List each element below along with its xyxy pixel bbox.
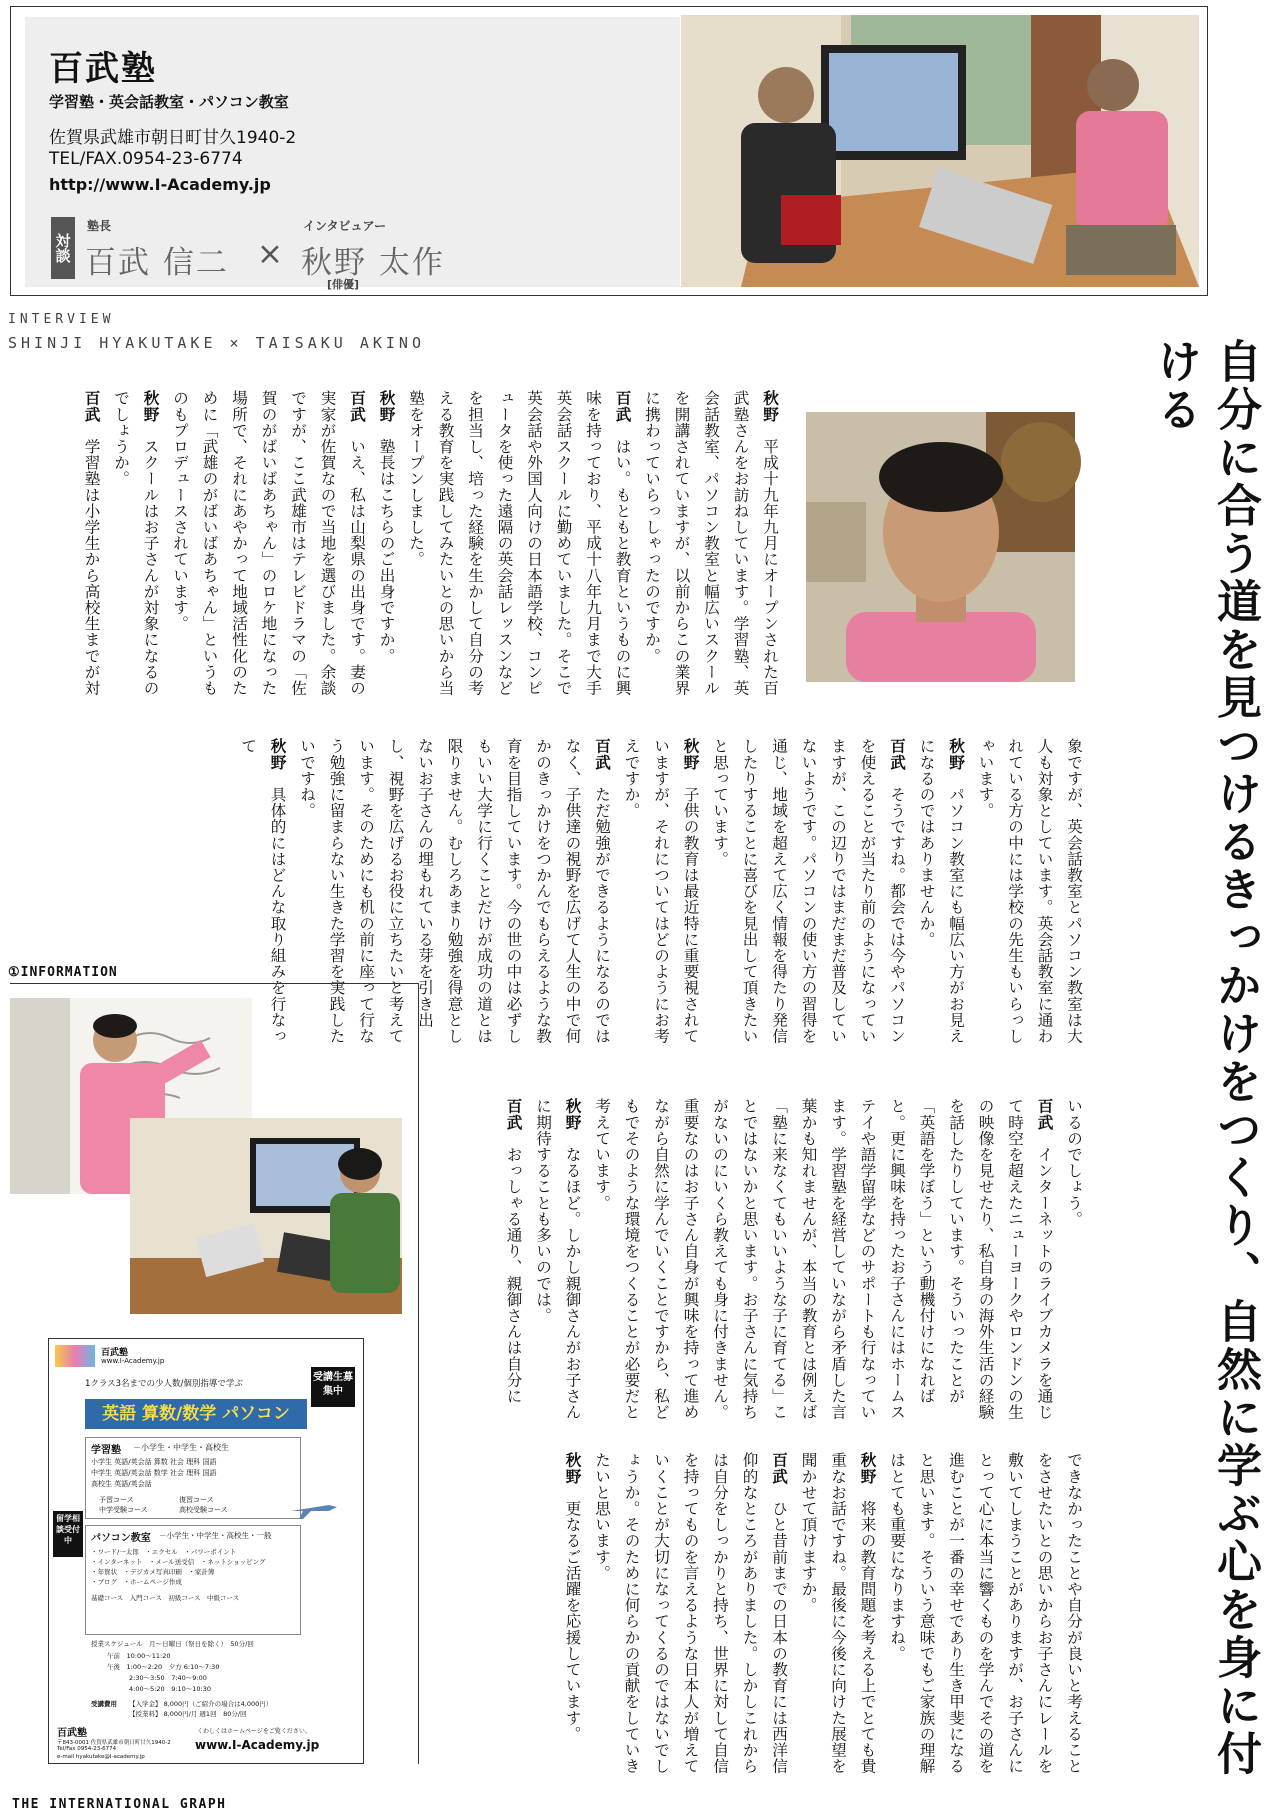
- flyer-footer-mail: e-mail hyakutake@I-academy.jp: [57, 1754, 145, 1760]
- interview-label: INTERVIEW: [8, 312, 115, 327]
- paragraph: [882, 1452, 1089, 1774]
- speaker-label: 秋野: [761, 390, 779, 423]
- flyer-fees-line: 【入学金】 8,000円（ご紹介の場合は4,000円）: [129, 1700, 273, 1708]
- flyer-url-small: www.I-Academy.jp: [101, 1357, 165, 1365]
- flyer-footer-tel: Tel/Fax 0954-23-6774: [57, 1746, 117, 1752]
- speaker-label: 秋野: [563, 1098, 582, 1131]
- speaker-label: 秋野: [947, 738, 965, 771]
- paragraph: [106, 390, 165, 705]
- headline: 自分に合う道を見つけるきっかけをつくり、自然に学ぶ心を身に付ける: [1149, 338, 1262, 1778]
- paragraph: [557, 1452, 587, 1774]
- interview-block-lower-right: [450, 1098, 1088, 1420]
- header-box: [10, 6, 1208, 296]
- flyer-tagline: 1クラス3名までの少人数/個別指導で学ぶ: [85, 1379, 243, 1389]
- paragraph: [587, 1098, 1059, 1420]
- school-address: 佐賀県武雄市朝日町甘久1940-2: [49, 128, 297, 148]
- flyer-footer-hp-note: くわしくはホームページをご覧ください。: [197, 1728, 311, 1735]
- school-name: 百武塾: [49, 49, 157, 89]
- school-website[interactable]: http://www.I-Academy.jp: [49, 175, 271, 194]
- info-photo-pc-lesson: [130, 1118, 402, 1314]
- paragraph-text: インターネットのライブカメラを通じて時空を超えたニューヨークやロンドンの生の映像を見せたり、私自身の海外生活の経験を話したりしています。そういったことが「英語を学ぼう」という動機付けになればと。更に興味を持ったお子さんにはホームステイや語学留学などのサポートも行なっています。学習塾を経営していながら矛盾した言葉かも知れませんが、本当の教育とは例えば「塾に来なくてもいいような子に育てる」ことではないかと思います。お子さんに気持ちがないのにいくら教えても身に付きません。重要なのはお子さん自身が興味を持って進めながら自然に学んでいくことですから、私どもでそのような環境をつくることが必要だと考えています。: [593, 1098, 1054, 1421]
- paragraph-text: ただ勉強ができるようになるのではなく、子供達の視野を広げて人生の中で何かのきっかけをつかんでもらえるような教育を目指しています。今の世の中は必ずしもいい大学に行くことだけが成功の道とは限りません。むしろあまり勉強を得意としないお子さんの埋もれている芽を引き出し、視野を広げるお役に立ちたいと考えています。そのためにも机の前に座って行なう勉強に留まらない生きた学習を実践したいですね。: [298, 738, 611, 1044]
- paragraph-text: 学習塾は小学生から高校生までが対: [82, 438, 101, 696]
- jukucho-label: 塾長: [87, 219, 112, 233]
- flyer-pc-targets: －小学生・中学生・高校生・一般: [159, 1531, 272, 1540]
- school-telfax: TEL/FAX.0954-23-6774: [49, 149, 243, 169]
- paragraph: [705, 738, 912, 1058]
- paragraph-text: 将来の教育問題を考える上でとても貴重なお話ですね。最後に今後に向けた展望を聞かせて頂けますか。: [799, 1452, 877, 1775]
- paragraph-text: おっしゃる通り、親御さんは自分に: [504, 1146, 523, 1404]
- flyer-badge: 受講生募集中: [311, 1367, 355, 1407]
- flyer-footer-url: www.I-Academy.jp: [195, 1738, 320, 1752]
- paragraph: [401, 390, 637, 705]
- flyer-schedule-line: 2:30～3:50 7:40～9:00: [129, 1674, 207, 1682]
- flyer-grade-e: 小学生 英語/英会話 算数 社会 理科 国語: [91, 1458, 217, 1466]
- paragraph-text: ひと昔前までの日本の教育には西洋信仰的なところがありました。しかしこれからは自分をしっかりと持ち、世界に対して自信を持ってものを言えるような日本人が増えていくことが大切になってくるのではないでしょうか。そのために何らかの貢献をしていきたいと思います。: [593, 1452, 788, 1775]
- paragraph-text: パソコン教室にも幅広い方がお見えになるのではありませんか。: [917, 738, 965, 1044]
- paragraph-text: いえ、私は山梨県の出身です。妻の実家が佐賀なので当地を選びました。余談ですが、ここ武雄市はテレビドラマの「佐賀のがばいばあちゃん」のロケ地になった場所で、それにあやかって地域活性化のために「武雄のがばいばあちゃん」というものもプロデュースされています。: [171, 390, 366, 696]
- flyer-juku-title: 学習塾: [91, 1445, 121, 1456]
- paragraph: [528, 1098, 587, 1420]
- flyer-pc-line: ・インターネット ・メール送受信 ・ネットショッピング: [91, 1558, 266, 1566]
- jukucho-name: 百武 信二: [85, 245, 229, 281]
- flyer-logo: [55, 1345, 95, 1367]
- flyer-school-small: 百武塾: [101, 1348, 129, 1358]
- paragraph-text: できなかったことや自分が良いと考えることをさせたいとの思いからお子さんにレールを敷いてしまうことがありますが、お子さんにとって心に本当に響くものを学んでその道を進むことが一番の幸せであり生き甲斐になると思います。そういう意味でもご家族の理解はとても重要になりますね。: [888, 1452, 1083, 1774]
- paragraph-text: 更なるご活躍を応援しています。: [563, 1500, 582, 1742]
- flyer-course: 復習コース: [179, 1496, 214, 1504]
- paragraph-text: 平成十九年九月にオープンされた百武塾さんをお訪ねしています。学習塾、英会話教室、パソコン教室と幅広いスクールを開講されていますが、以前からこの業界に携わっていらっしゃったのですか。: [643, 390, 779, 696]
- paragraph-text: 塾長はこちらのご出身ですか。: [377, 438, 396, 664]
- paragraph: [793, 1452, 882, 1774]
- paragraph-text: スクールはお子さんが対象になるのでしょうか。: [112, 390, 160, 696]
- taidan-badge: 対談: [51, 217, 75, 279]
- paragraph: [637, 390, 785, 705]
- flyer-pc-line: ・年賀状 ・デジカメ写真印刷 ・家計簿: [91, 1568, 215, 1576]
- paragraph: [616, 738, 705, 1058]
- speaker-label: 百武: [1035, 1098, 1054, 1131]
- flyer-pc-courses: 基礎コース 入門コース 初級コース 中級コース: [91, 1594, 240, 1602]
- header-photo: [681, 15, 1199, 287]
- flyer-schedule-title: 授業スケジュール 月～日曜日（祭日を除く） 50分/回: [91, 1640, 254, 1648]
- interviewer-role: [俳優]: [327, 278, 360, 291]
- information-label: ①INFORMATION: [8, 965, 118, 980]
- interview-names: SHINJI HYAKUTAKE × TAISAKU AKINO: [8, 334, 425, 352]
- portrait-photo: [806, 412, 1075, 682]
- paragraph-text: なるほど。しかし親御さんがお子さんに期待することも多いのでは。: [534, 1098, 582, 1421]
- speaker-label: 百武: [888, 738, 906, 771]
- speaker-label: 秋野: [858, 1452, 877, 1485]
- speaker-label: 秋野: [681, 738, 700, 771]
- school-description: 学習塾・英会話教室・パソコン教室: [49, 93, 289, 111]
- paragraph: [1059, 1098, 1089, 1420]
- speaker-label: 秋野: [268, 738, 287, 771]
- flyer-schedule-line: 4:00～5:20 9:10～10:30: [129, 1685, 212, 1693]
- flyer-course: 中学受験コース: [99, 1506, 148, 1514]
- speaker-label: 百武: [613, 390, 632, 423]
- paragraph-text: はい。もともと教育というものに興味を持っており、平成十八年九月まで大手英会話スクールに勤めていました。そこで英会話や外国人向けの日本語学校、コンピュータを使った遠隔の英会話レッスンなどを担当し、培った経験を生かして自分の考える教育を実践してみたいとの思いから当塾をオープンしました。: [407, 390, 632, 696]
- flyer-footer-name: 百武塾: [57, 1728, 87, 1739]
- speaker-label: 秋野: [141, 390, 160, 423]
- speaker-label: 百武: [593, 738, 611, 771]
- flyer-course: 高校受験コース: [179, 1506, 228, 1514]
- school-info-panel: [25, 17, 680, 291]
- page-footer: THE INTERNATIONAL GRAPH: [12, 1797, 227, 1812]
- paragraph-text: いるのでしょう。: [1065, 1098, 1083, 1227]
- times-sign: ×: [257, 236, 283, 272]
- paragraph-text: 具体的にはどんな取り組みを行なって: [239, 738, 287, 1044]
- paragraph: [371, 390, 401, 705]
- flyer-pc-line: ・ワード/一太郎 ・エクセル ・パワーポイント: [91, 1548, 237, 1556]
- interview-block-lower-left: [450, 1452, 1088, 1774]
- paragraph-text: 象ですが、英会話教室とパソコン教室は大人も対象としています。英会話教室に通われている方の中には学校の先生もいらっしゃいます。: [976, 738, 1083, 1044]
- interviewer-name: 秋野 太作: [301, 245, 445, 281]
- paragraph: [76, 390, 106, 705]
- flyer-pc-line: ・ブログ ・ホームページ作成: [91, 1578, 182, 1586]
- flyer-pc-title: パソコン教室: [91, 1533, 151, 1544]
- flyer-grade-h: 高校生 英語/英会話: [91, 1480, 152, 1488]
- speaker-label: 秋野: [377, 390, 396, 423]
- flyer-fees-line: 【授業料】 8,000円/月 週1回 80分/回: [129, 1710, 247, 1718]
- flyer-grade-m: 中学生 英語/英会話 数学 社会 理科 国語: [91, 1469, 217, 1477]
- paragraph-text: そうですね。都会では今やパソコンを使えることが当たり前のようになっていますが、この辺りではまだまだ普及していないようです。パソコンの使い方の習得を通じ、地域を超えて広く情報を得たり発信したりすることに喜びを見出して頂きたいと思っています。: [711, 738, 906, 1044]
- flyer: [48, 1338, 364, 1764]
- paragraph: [587, 1452, 794, 1774]
- paragraph: [970, 738, 1088, 1058]
- flyer-juku-targets: －小学生・中学生・高校生: [133, 1443, 229, 1452]
- paragraph: [498, 1098, 528, 1420]
- paragraph: [165, 390, 372, 705]
- flyer-ryugaku: 留学相談受付中: [53, 1511, 83, 1557]
- paragraph-text: 子供の教育は最近特に重要視されていますが、それについてはどのようにお考えですか。: [622, 738, 700, 1044]
- flyer-schedule-line: 午後 1:00～2:20 夕方 6:10～7:30: [107, 1663, 220, 1671]
- speaker-label: 百武: [770, 1452, 788, 1485]
- airplane-icon: [289, 1497, 339, 1521]
- interview-block-upper: [8, 390, 784, 705]
- flyer-course: 予習コース: [99, 1496, 134, 1504]
- speaker-label: 百武: [82, 390, 101, 423]
- interviewer-label: インタビュアー: [303, 219, 387, 233]
- flyer-fees-title: 受講費用: [91, 1700, 117, 1708]
- speaker-label: 百武: [348, 390, 366, 423]
- flyer-schedule-line: 午前 10:00～11:20: [107, 1652, 171, 1660]
- speaker-label: 百武: [504, 1098, 523, 1131]
- flyer-subjects: 英語 算数/数学 パソコン: [85, 1399, 307, 1429]
- speaker-label: 秋野: [563, 1452, 582, 1485]
- flyer-footer-addr: 〒843-0001 佐賀県武雄市朝日町甘久1940-2: [57, 1740, 171, 1746]
- paragraph: [911, 738, 970, 1058]
